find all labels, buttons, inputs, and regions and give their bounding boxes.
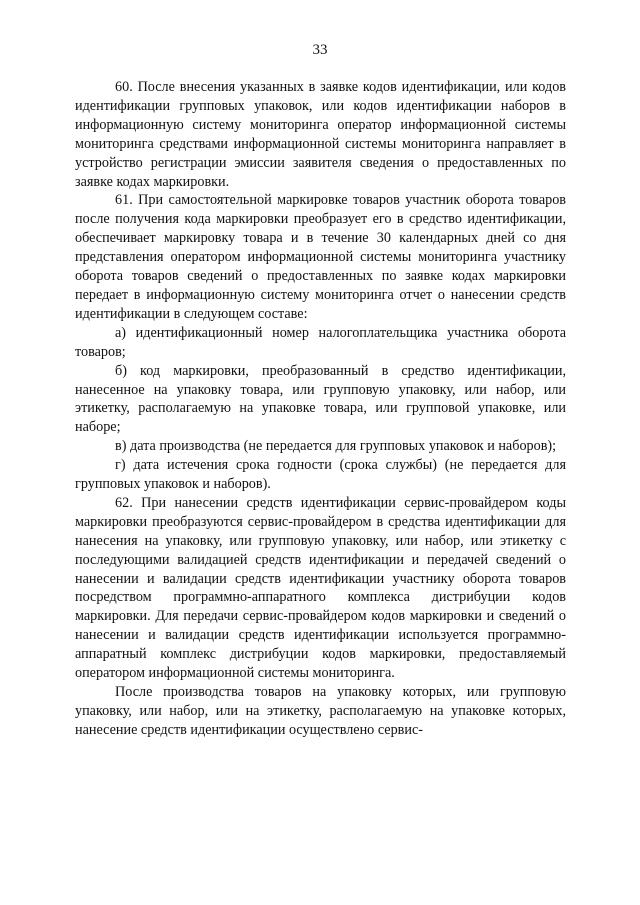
document-body: [75, 78, 566, 740]
list-item-b: б) код маркировки, преобразованный в средство идентификации, нанесенное на упаковку товара, или групповую упаковку, или набор, или этикетку, располагаемую на упаковке товара, или групповой упаковке, или наборе;: [75, 362, 566, 436]
list-item-g: г) дата истечения срока годности (срока службы) (не передается для групповых упаковок и наборов).: [75, 457, 566, 493]
paragraph-61: 61. При самостоятельной маркировке товаров участник оборота товаров после получения кода маркировки преобразует его в средство идентификации, обеспечивает маркировку товара и в течение 30 календарных дней со дня представления оператором информационной системы мониторинга участнику оборота товаров сведений о предоставленных по заявке кодах маркировки передает в информационную систему мониторинга отчет о нанесении средств идентификации в следующем составе:: [75, 192, 566, 322]
paragraph-62: 62. При нанесении средств идентификации сервис-провайдером коды маркировки преобразуются сервис-провайдером в средства идентификации для нанесения на упаковку, или групповую упаковку, или набор, или этикетку с последующими валидацией средств идентификации и передачей сведений о нанесении и валидации средств идентификации участнику оборота товаров посредством программно-аппаратного комплекса дистрибуции кодов маркировки. Для передачи сервис-провайдером кодов маркировки и сведений о нанесении и валидации средств идентификации используется программно-аппаратный комплекс дистрибуции кодов маркировки, предоставляемый оператором информационной системы мониторинга.: [75, 494, 566, 682]
list-item-a: а) идентификационный номер налогоплательщика участника оборота товаров;: [75, 324, 566, 360]
page-number: 33: [312, 42, 328, 58]
list-item-v: в) дата производства (не передается для групповых упаковок и наборов);: [115, 438, 557, 455]
paragraph-60: 60. После внесения указанных в заявке кодов идентификации, или кодов идентификации групповых упаковок, или кодов идентификации наборов в информационную систему мониторинга оператор информационной системы мониторинга средствами информационной системы мониторинга направляет в устройство регистрации эмиссии заявителя сведения о предоставленных по заявке кодах маркировки.: [75, 79, 566, 190]
paragraph-continuation: После производства товаров на упаковку которых, или групповую упаковку, или набор, или на этикетку, располагаемую на упаковке которых, нанесение средств идентификации осуществлено сервис-: [75, 684, 566, 738]
